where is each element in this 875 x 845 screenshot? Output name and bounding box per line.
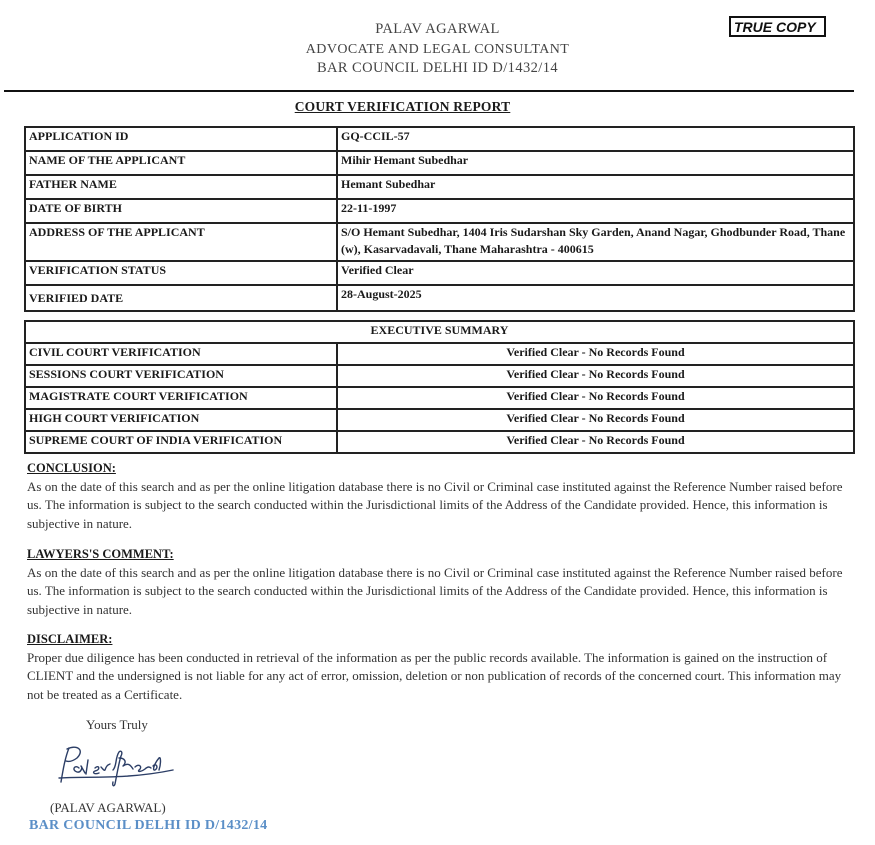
firm-title: ADVOCATE AND LEGAL CONSULTANT <box>305 41 570 57</box>
row-label: SUPREME COURT OF INDIA VERIFICATION <box>25 431 337 453</box>
row-label: CIVIL COURT VERIFICATION <box>25 343 337 365</box>
advocate-name: PALAV AGARWAL <box>375 21 500 37</box>
row-label: FATHER NAME <box>25 175 337 199</box>
table-row <box>25 127 854 151</box>
row-value: Verified Clear - No Records Found <box>337 409 854 431</box>
applicant-details-table <box>24 126 855 312</box>
disclaimer-text: Proper due diligence has been conducted in retrieval of the information as per the public records available. The information is gained on the instruction of CLIENT and the undersigned is not liable for any act of error, omission, deletion or non publication of records of the concerned court. This information may not be treated as a Certificate. <box>27 649 842 702</box>
table-row <box>25 261 854 285</box>
report-title: COURT VERIFICATION REPORT <box>294 99 511 114</box>
table-row <box>25 365 854 387</box>
row-label: DATE OF BIRTH <box>25 199 337 223</box>
row-value: Verified Clear <box>337 261 854 285</box>
row-value: 22-11-1997 <box>337 199 854 223</box>
disclaimer-section <box>27 630 845 704</box>
conclusion-text: As on the date of this search and as per the online litigation database there is no Civil or Criminal case instituted against the Reference Number raised before us. The information is subject to the search conducted within the Jurisdictional limits of the Address of the Candidate provided. Hence, this information is subjective in nature. <box>27 478 843 531</box>
row-value: Verified Clear - No Records Found <box>337 431 854 453</box>
row-label: VERIFICATION STATUS <box>25 261 337 285</box>
table-row <box>25 431 854 453</box>
row-label: NAME OF THE APPLICANT <box>25 151 337 175</box>
lawyers-comment-section <box>27 545 845 619</box>
row-label: HIGH COURT VERIFICATION <box>25 409 337 431</box>
table-row <box>25 343 854 365</box>
conclusion-section <box>27 459 845 533</box>
row-value: S/O Hemant Subedhar, 1404 Iris Sudarshan Sky Garden, Anand Nagar, Ghodbunder Road, Thane (w), Kasarvadavali, Thane Maharashtra - 400615 <box>337 223 854 261</box>
table-row <box>25 223 854 261</box>
row-label: ADDRESS OF THE APPLICANT <box>25 223 337 261</box>
table-row <box>25 409 854 431</box>
row-value: 28-August-2025 <box>337 285 854 311</box>
row-value: Verified Clear - No Records Found <box>337 343 854 365</box>
row-value: Verified Clear - No Records Found <box>337 387 854 409</box>
table-row <box>25 151 854 175</box>
closing-salutation: Yours Truly <box>86 717 148 732</box>
header-divider <box>4 90 854 92</box>
conclusion-heading: CONCLUSION: <box>27 461 116 475</box>
row-value: GQ-CCIL-57 <box>337 127 854 151</box>
signatory-bar-council-id: BAR COUNCIL DELHI ID D/1432/14 <box>29 818 268 833</box>
row-label: VERIFIED DATE <box>25 285 337 311</box>
lawyers-comment-text: As on the date of this search and as per the online litigation database there is no Civil or Criminal case instituted against the Reference Number raised before us. The information is subject to the search conducted within the Jurisdictional limits of the Address of the Candidate provided. Hence, this information is subjective in nature. <box>27 564 843 617</box>
table-row <box>25 199 854 223</box>
table-header-row <box>25 321 854 343</box>
bar-council-id: BAR COUNCIL DELHI ID D/1432/14 <box>316 60 559 76</box>
row-value: Hemant Subedhar <box>337 175 854 199</box>
table-row <box>25 175 854 199</box>
row-value: Mihir Hemant Subedhar <box>337 151 854 175</box>
table-row <box>25 387 854 409</box>
row-label: APPLICATION ID <box>25 127 337 151</box>
signatory-name: (PALAV AGARWAL) <box>50 800 166 815</box>
disclaimer-heading: DISCLAIMER: <box>27 632 113 646</box>
table-row <box>25 285 854 311</box>
summary-title: EXECUTIVE SUMMARY <box>25 321 854 343</box>
row-label: MAGISTRATE COURT VERIFICATION <box>25 387 337 409</box>
true-copy-stamp: TRUE COPY <box>729 16 826 37</box>
row-label: SESSIONS COURT VERIFICATION <box>25 365 337 387</box>
lawyers-comment-heading: LAWYERS'S COMMENT: <box>27 547 174 561</box>
executive-summary-table <box>24 320 855 454</box>
handwritten-signature <box>55 740 180 790</box>
row-value: Verified Clear - No Records Found <box>337 365 854 387</box>
